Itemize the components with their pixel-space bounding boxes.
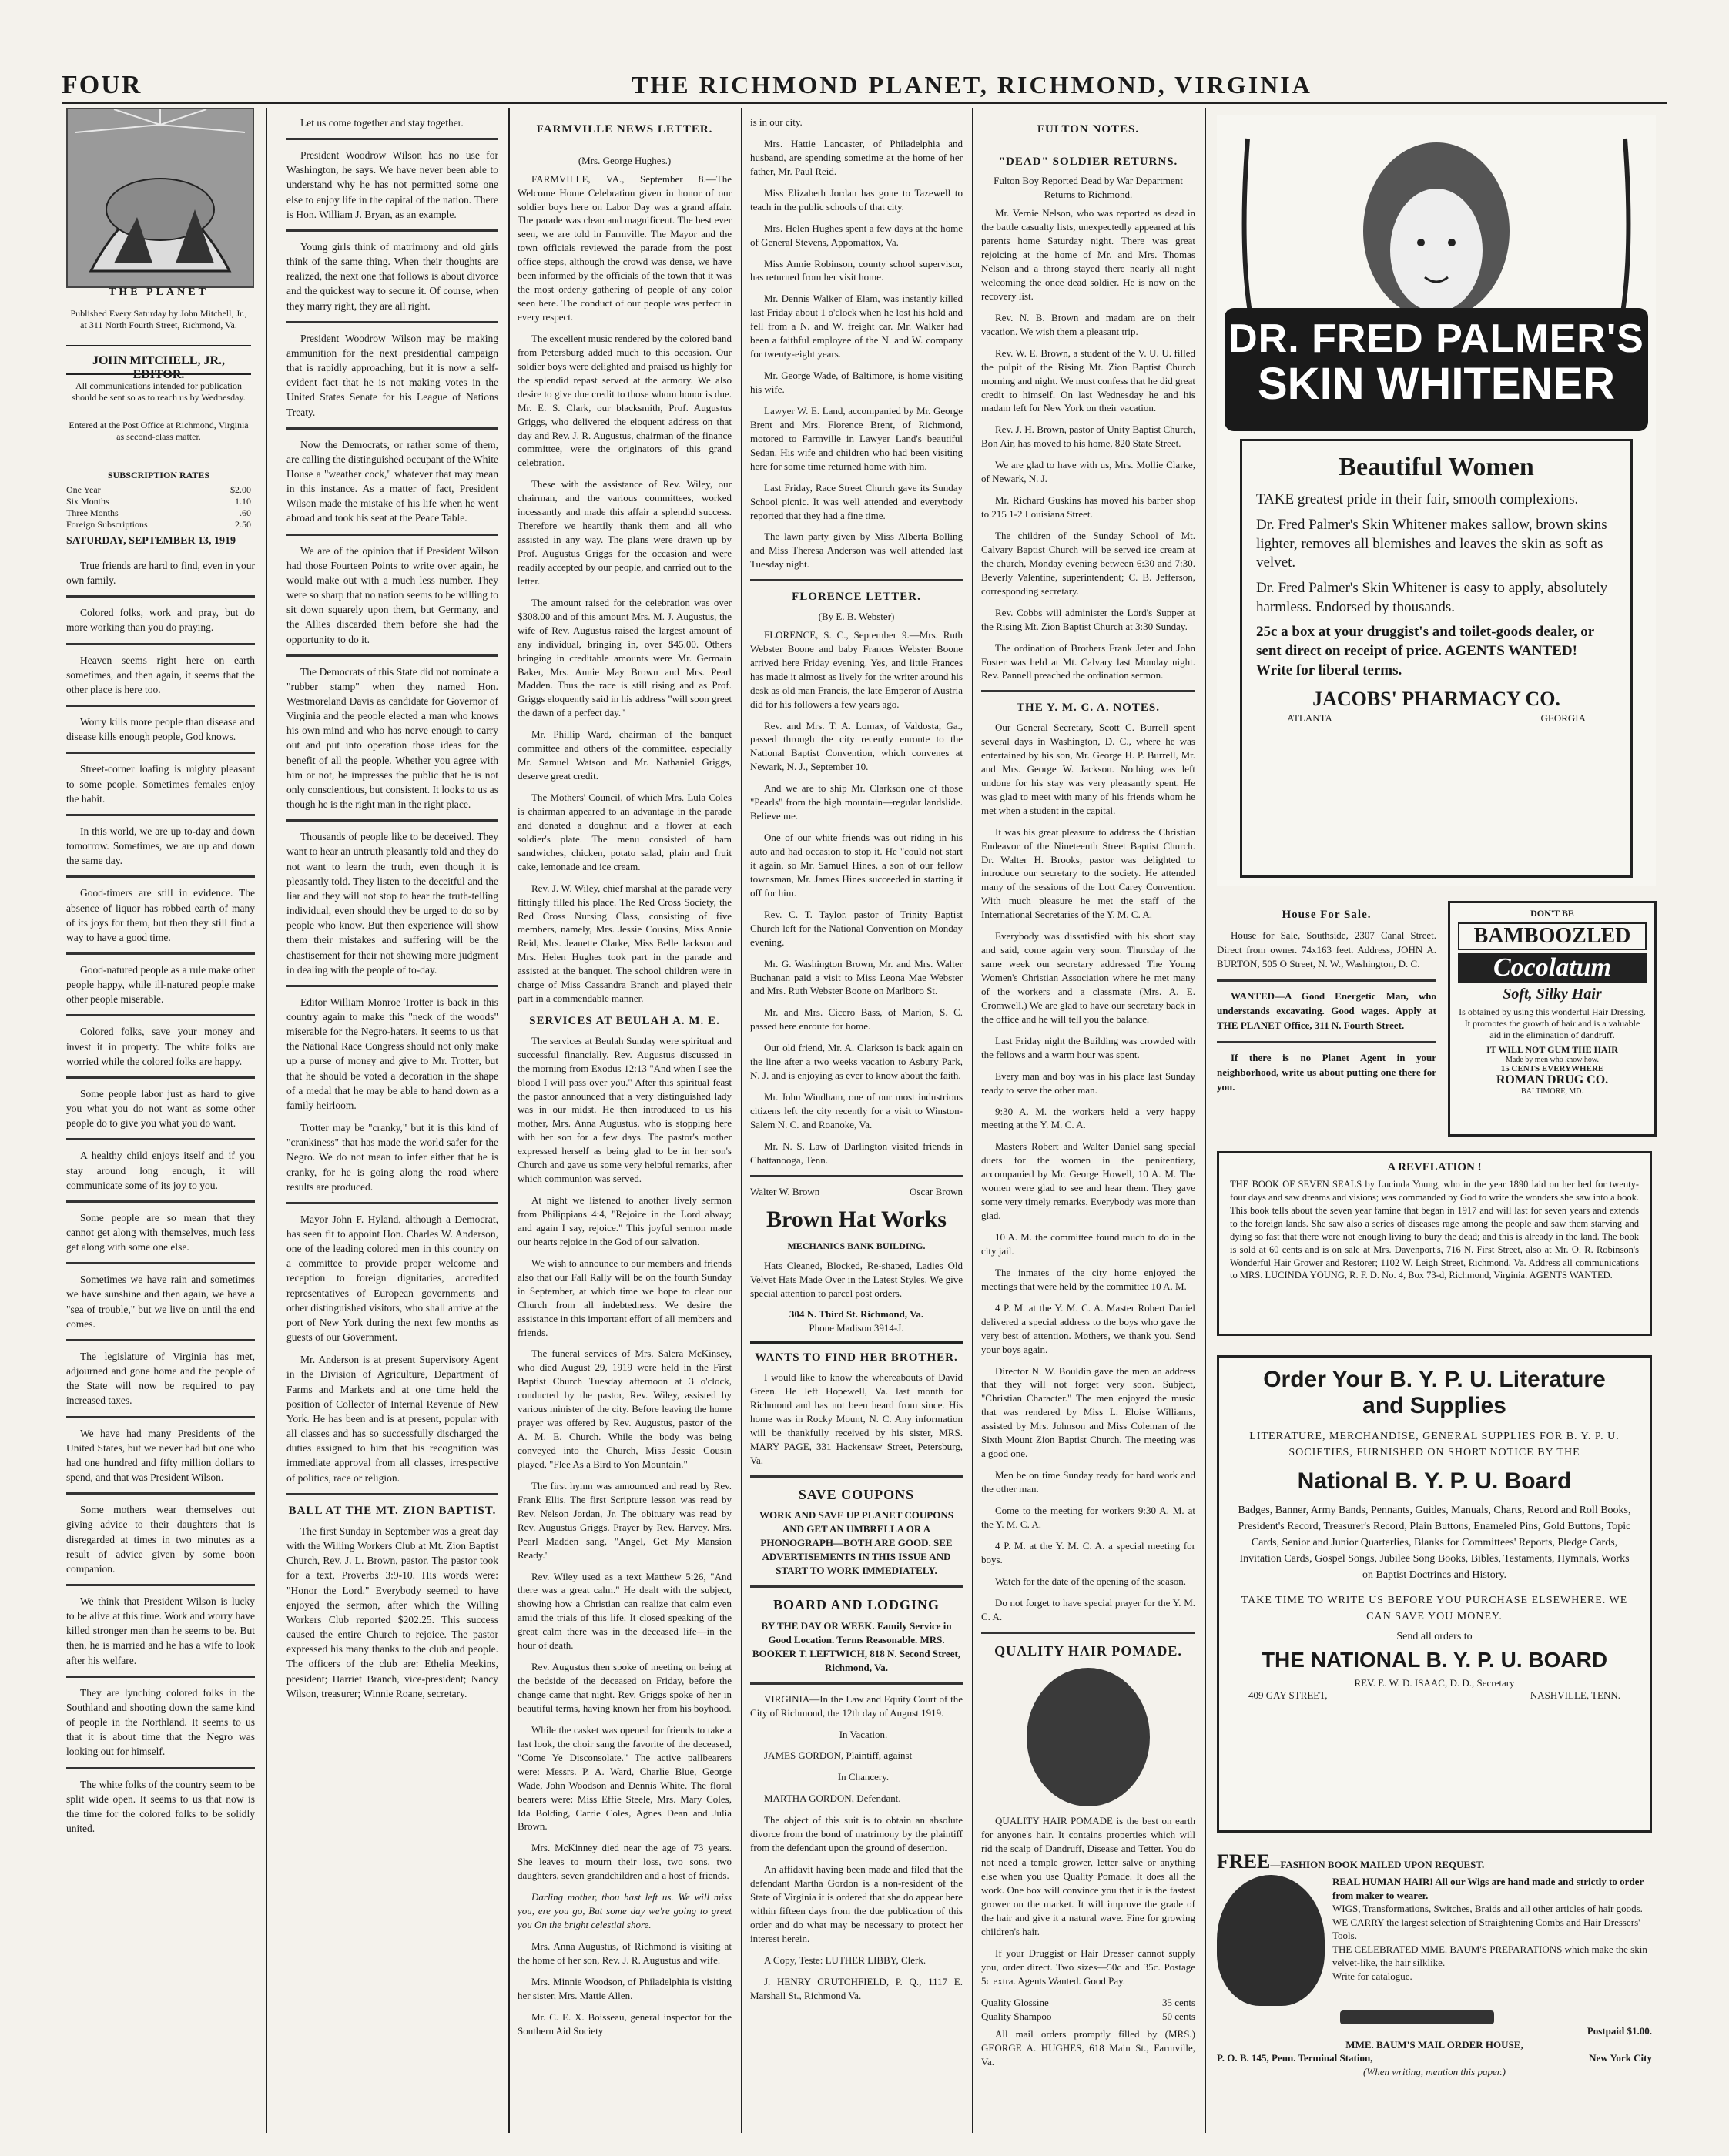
header-rule [62,102,1667,104]
editorial-paragraph: Let us come together and stay together. [300,117,464,129]
article-paragraph: Everybody was dissatisfied with his short stay and said, come again very soon. Thursday of the same week our secretary addressed The Young Women's Christian Association where he met many of the workers and a classmate (Mrs. A. E. Cromwell.) We are glad to have our secretary back in the office and he will tell you the balance. [981,930,1195,1025]
article-paragraph: Rev. Cobbs will administer the Lord's Supper at the Rising Mt. Zion Baptist Church at 3:30 Sunday. [981,606,1195,632]
wanted-ad: WANTED—A Good Energetic Man, who understands excavating. Good wages. Apply at THE PLANET Office, 311 N. Fourth Street. [1217,990,1436,1031]
palmer-skin-whitener-ad [1217,116,1656,886]
owner-name: Oscar Brown [910,1185,963,1197]
separator [66,752,255,754]
article-paragraph: Rev. W. E. Brown, a student of the V. U. U. filled the pulpit of the Rising Mt. Zion Baptist Church morning and night. We must confess that he did great credit to himself. On last Wednesday he and his madam left for New York on their vacation. [981,346,1195,414]
page-number: FOUR [62,71,142,99]
editorial-paragraph: Colored folks, work and pray, but do more working than you do praying. [66,607,255,634]
planet-logo [66,108,254,288]
ad-phone: Phone Madison 3914-J. [809,1322,904,1334]
legal-notice: MARTHA GORDON, Defendant. [764,1793,901,1805]
price-label: Quality Shampoo [981,2010,1052,2022]
rate-label: Three Months [66,507,119,518]
article-paragraph: It was his great pleasure to address the Christian Endeavor of the Nineteenth Street Baptist Church. Dr. Walter H. Brooks, pastor was delighted to introduce our secretary to the society. He attended many of the sessions of the Lott Carey Convention. With much pleasure he met the staff of the International Secretaries of the Y. M. C. A. [981,825,1195,921]
separator [981,1632,1195,1634]
planet-logo-icon [68,109,253,286]
article-subheadline: Fulton Boy Reported Dead by War Department Returns to Richmond. [994,175,1183,201]
editorial-paragraph: They are lynching colored folks in the Southland and shooting down the same kind of people in the Northland. It seems to us that it is about time that the Negro was looking out for himself. [66,1686,255,1758]
article-paragraph: Every man and boy was in his place last Sunday ready to serve the other man. [981,1070,1195,1096]
article-paragraph: Rev. and Mrs. T. A. Lomax, of Valdosta, Ga., passed through the city recently enroute to the National Baptist Convention, which convenes at Newark, N. J., September 10. [750,719,963,773]
baum-paragraph: Write for catalogue. [1332,1970,1412,1982]
publisher-note: Published Every Saturday by John Mitchell, Jr., at 311 North Fourth Street, Richmond, Va. [70,308,247,330]
article-paragraph: 4 P. M. at the Y. M. C. A. a special meeting for boys. [981,1539,1195,1565]
rate-label: Foreign Subscriptions [66,519,148,530]
article-paragraph: The first hymn was announced and read by Rev. Frank Ellis. The first Scripture lesson was read by Rev. Nelson Jordan, Jr. The obituary was read by Rev. Augustus Griggs. Prayer by Rev. Harvey. Mrs. Pearl Madden sang, "Angel, Get My Mansion Ready." [518,1479,732,1561]
article-paragraph: Mrs. Minnie Woodson, of Philadelphia is visiting her sister, Mrs. Mattie Allen. [518,1975,732,2001]
editorial-paragraph: Editor William Monroe Trotter is back in this country again to make this "neck of the woods" miserable for the Negro-haters. It seems to us that the National Race Congress should not only make up a purse of money and give to Mr. Trotter, but that he should be voted a decoration in the shape of a medal that he may be able to hand down as a family heirloom. [286,996,498,1111]
editorial-paragraph: Thousands of people like to be deceived. They want to hear an untruth pleasantly told and they do not want to learn the truth, even though it is pleasantly told. They listen to the deceitful and the liar and they will not stop to hear the truth-telling individual, even should they be urged to do so by people who know. But then experience will show them their mistakes and suffering will be the chastisement for their not showing more judgment in dealing with the people of to-day. [286,831,498,976]
editorial-paragraph: Mr. Anderson is at present Supervisory Agent in the Division of Agriculture, Department of Farms and Markets and at one time held the position of Collector of Internal Revenue of New York. He has been and is at present, popular with all classes and has so successfully discharged the duties assigned to him that his recognition was immediate approval from all classes, irrespective of politics, race or religion. [286,1354,498,1484]
article-paragraph: The first Sunday in September was a great day with the Willing Workers Club at Mt. Zion Baptist Church, Rev. J. L. Brown, pastor. The pastor took for a text, Proverbs 3:9-10. His words were: "Honor the Lord." Everybody seemed to have enjoyed the sermon, after which the Willing Workers Club reported $202.25. This success caused the entire Church to rejoice. The pastor expressed his many thanks to the club and people. The officers of the club are: Ethelia Meekins, president; Harriet Branch, vice-president; Nancy Wilson, treasurer; Winnie Roane, secretary. [286,1525,498,1699]
masthead-rule [66,373,251,375]
baum-mention: (When writing, mention this paper.) [1363,2065,1506,2077]
coupons-headline: SAVE COUPONS [798,1486,915,1502]
article-paragraph: is in our city. [750,116,803,128]
article-headline: BALL AT THE MT. ZION BAPTIST. [288,1504,497,1517]
cocolatum-ad [1448,901,1657,1137]
article-paragraph: Our old friend, Mr. A. Clarkson is back again on the line after a two weeks vacation to Asbury Park, N. J. and is enjoying as ever to know about the faith. [750,1042,963,1082]
rate-price: 1.10 [235,496,251,507]
ad-title: and Supplies [1362,1393,1506,1418]
baum-house: MME. BAUM'S MAIL ORDER HOUSE, [1345,2038,1523,2051]
editorial-paragraph: Some mothers wear themselves out giving advice to their daughters that is disregarded at times in two minutes as a result of advice given by some boon companion. [66,1504,255,1575]
ad-slogan: IT WILL NOT GUM THE HAIR [1486,1044,1618,1055]
baum-header [1217,1848,1652,1875]
issue-date: SATURDAY, SEPTEMBER 13, 1919 [66,535,236,547]
separator [286,534,498,536]
postoffice-note: Entered at the Post Office at Richmond, Virginia as second-class matter. [69,420,249,442]
editorial-paragraph: Some people are so mean that they cannot get along with themselves, much less get along with some one else. [66,1211,255,1254]
ad-body: House for Sale, Southside, 2307 Canal Street. Direct from owner. 74x163 feet. Address, JOHN A. BURTON, 505 O Street, N. W., Washington, D. C. [1217,929,1436,970]
editorial-paragraph: Now the Democrats, or rather some of them, are calling the distinguished occupant of the White House a "weather cock," whatever that may mean in this instance. As a matter of fact, President Wilson made the mistake of his life when he went abroad and took his seat at the Peace Table. [286,438,498,524]
baum-address: P. O. B. 145, Penn. Terminal Station, [1217,2052,1373,2064]
board-headline: BOARD AND LODGING [772,1597,940,1613]
article-paragraph: Mr. Phillip Ward, chairman of the banquet committee and others of the committee, especially Mr. Samuel Watson and Mr. Nathaniel Griggs, deserve great credit. [518,728,732,782]
article-paragraph: The children of the Sunday School of Mt. Calvary Baptist Church will be served ice cream at the church, Monday evening between 6:30 and 7:30. Beverly Valentine, superintendent; C. B. Jefferson, corresponding secretary. [981,530,1195,597]
ad-city: BALTIMORE, MD. [1520,1087,1584,1096]
editorial-column-1 [66,558,255,2133]
ad-subtitle: MECHANICS BANK BUILDING. [787,1240,926,1252]
ad-tagline: Made by men who know how. [1505,1056,1599,1064]
palmer-product: SKIN WHITENER [1258,359,1615,409]
ad-footer: All mail orders promptly filled by (MRS.) GEORGE A. HUGHES, 618 Main St., Farmville, Va. [981,2028,1195,2068]
article-paragraph: 10 A. M. the committee found much to do in the city jail. [981,1231,1195,1257]
ad-body: THE BOOK OF SEVEN SEALS by Lucinda Young, who in the year 1890 laid on her bed for twenty-four days and saw dreams and visions; was commanded by God to write the wonders she saw into a book. This book tells about the seven year famine that began in 1917 and will last for seven years and extends to the foreign lands. She saw also a series of diseases rage among the people and saw them starving and dying so fast that there were not enough living to bury the dead; and this is already in the land. The book is sold at 60 cents and is on sale at Mrs. Davenport's, 716 N. First Street, also at Mr. O. R. Robinson's Wonderful Hair Grower and Restorer; 1102 W. Leigh Street, Richmond, Va. Address all communications to MRS. LUCINDA YOUNG, R. F. D. No. 4, Box 73-d, Richmond, Virginia. AGENTS WANTED. [1230,1179,1639,1281]
communications-note: All communications intended for publication should be sent so as to reach us by Wednesday. [72,380,246,403]
separator [981,690,1195,692]
editor-line: JOHN MITCHELL, JR., [92,354,225,367]
editorial-paragraph: In this world, we are up to-day and down tomorrow. Sometimes, we are up and down the same day. [66,825,255,867]
wig-portrait-image [1217,1875,1325,2006]
separator [286,229,498,232]
woman-portrait-image [1027,1668,1150,1806]
article-paragraph: Director N. W. Bouldin gave the men an address that they will not forget very soon. Subject, "Christian Character." The men enjoyed the music that was rendered by Miss L. Eloise Williams, assisted by Mrs. Johnson and Miss Coleman of the Sixth Mount Zion Baptist Church. The meeting was a good one. [981,1364,1195,1460]
baum-body [1217,1875,1652,2006]
article-paragraph: Mr. G. Washington Brown, Mr. and Mrs. Walter Buchanan paid a visit to Miss Leona Mae Webster and Mrs. Ruth Webster Boone on Marlboro St. [750,957,963,997]
rate-row [66,496,251,507]
baum-paragraph: WIGS, Transformations, Switches, Braids and all other articles of hair goods. [1332,1903,1643,1915]
ad-board-name-2: THE NATIONAL B. Y. P. U. BOARD [1261,1648,1608,1672]
baum-headline: —FASHION BOOK MAILED UPON REQUEST. [1270,1859,1485,1870]
separator [66,1076,255,1079]
baum-postpaid: Postpaid $1.00. [1587,2025,1652,2037]
separator [66,1339,255,1341]
separator [750,579,963,581]
editorial-paragraph: Colored folks, save your money and invest it in property. The white folks are worried while the colored folks are happy. [66,1026,255,1067]
article-paragraph: Rev. Wiley used as a text Matthew 5:26, "And there was a great calm." He dealt with the subject, showing how a Christian can realize that calm even amid the trials of this life. It closed speaking of the great calm there was in the deceased life—in the hour of death. [518,1570,732,1652]
ad-body: If your Druggist or Hair Dresser cannot supply you, order direct. Two sizes—50c and 35c. Postage 5c extra. Agents Wanted. Good Pay. [981,1947,1195,1987]
separator [286,819,498,822]
article-headline: FARMVILLE NEWS LETTER. [536,123,713,136]
editorial-paragraph: Sometimes we have rain and sometimes we have sunshine and then again, we have a "sea of trouble," but we live on until the end comes. [66,1274,255,1330]
article-paragraph: The funeral services of Mrs. Salera McKinsey, who died August 29, 1919 were held in the First Baptist Church Tuesday afternoon at 3 o'clock, conducted by the pastor, Rev. Wiley, assisted by various minister of the city. Before leaving the home prayer was offered by Rev. Augustus, pastor of the A. M. E. Church. While the body was being conveyed into the Church, Miss Jessie Cousin played, "Flee As a Bird to Yon Mountain." [518,1348,732,1470]
news-column-5 [981,116,1195,2133]
editorial-paragraph: A healthy child enjoys itself and if you stay around long enough, it will communicate some of its joy to you. [66,1150,255,1191]
palmer-paragraph: Dr. Fred Palmer's Skin Whitener is easy to apply, absolutely harmless. Endorsed by thousands. [1256,579,1608,615]
subscription-rates [66,470,251,531]
ad-owners [750,1185,963,1199]
legal-notice: J. HENRY CRUTCHFIELD, P. Q., 1117 E. Marshall St., Richmond Va. [750,1975,963,2001]
editorial-paragraph: Trotter may be "cranky," but it is this kind of "crankiness" that has made the world safer for the Negro. We do not mean to infer either that he is cranky, for he is going along the road where results are produced. [286,1122,498,1193]
legal-notice: JAMES GORDON, Plaintiff, against [764,1749,913,1762]
separator [66,1138,255,1140]
palmer-paragraph: Dr. Fred Palmer's Skin Whitener makes sallow, brown skins lighter, removes all blemishes and leaves the skin as soft as velvet. [1256,516,1607,571]
ad-intro: LITERATURE, MERCHANDISE, GENERAL SUPPLIES FOR B. Y. P. U. SOCIETIES, FURNISHED ON SHORT NOTICE BY THE [1249,1431,1620,1458]
article-paragraph: 4 P. M. at the Y. M. C. A. Master Robert Daniel delivered a special address to the boys who gave the very best of attention. Mothers, we thank you. Send your boys again. [981,1301,1195,1355]
legal-notice: In Vacation. [839,1728,888,1740]
baum-address-row [1217,2051,1652,2065]
logo-caption: THE PLANET [109,286,209,298]
separator [286,654,498,657]
article-paragraph: Darling mother, thou hast left us. We will miss you, ere you go, But some day we're going to greet you On the bright celestial shore. [518,1891,732,1931]
price-value: 35 cents [1162,1996,1195,2008]
editorial-paragraph: Good-timers are still in evidence. The absence of liquor has robbed earth of many of its joys for them, but then they still find a way to have a good time. [66,887,255,943]
palmer-cities [1256,712,1617,725]
baum-paragraph: THE CELEBRATED MME. BAUM'S PREPARATIONS which make the skin velvet-like, the hair silklike. [1332,1943,1647,1969]
baum-paragraph: WE CARRY the largest selection of Straightening Combs and Hair Dressers' Tools. [1332,1916,1640,1942]
revelation-ad [1217,1151,1652,1336]
editorial-paragraph: We think that President Wilson is lucky to be alive at this time. Work and worry have killed stronger men than he seems to be. But then, he is married and he has a wife to look after his welfare. [66,1595,255,1666]
editorial-paragraph: The legislature of Virginia has met, adjourned and gone home and the people of the State will now be required to pay increased taxes. [66,1350,255,1407]
ad-title: Order Your B. Y. P. U. Literature [1263,1367,1606,1392]
article-paragraph: Mr. N. S. Law of Darlington visited friends in Chattanooga, Tenn. [750,1140,963,1166]
article-paragraph: One of our white friends was out riding in his auto and had occasion to stop it. He "could not start it again, so Mr. Samuel Hines, a son of our fellow townsman, Mr. James Hines succeeded in starting it off for him. [750,832,963,899]
ad-secretary: REV. E. W. D. ISAAC, D. D., Secretary [1354,1677,1515,1689]
editorial-column-2 [286,116,498,2133]
separator [286,427,498,430]
separator [66,595,255,598]
article-headline: FLORENCE LETTER. [792,591,921,604]
article-paragraph: FARMVILLE, VA., September 8.—The Welcome Home Celebration given in honor of our soldier boys here on Labor Day was a grand affair. The parade was clean and magnificent. The best ever seen, we are told in Farmville. The Mayor and the town officials reviewed the parade from the post office steps, although the crowd was dense, we have been informed by the officials of the town that it was the most orderly gathering of people of any color seen here. The conduct of our people was perfect in every respect. [518,172,732,323]
separator [66,1676,255,1678]
price-row [981,2010,1195,2024]
separator [66,1262,255,1264]
article-paragraph: Rev. C. T. Taylor, pastor of Trinity Baptist Church left for the National Convention on Monday evening. [750,908,963,948]
palmer-company: JACOBS' PHARMACY CO. [1312,688,1560,711]
editorial-paragraph: The white folks of the country seem to be split wide open. It seems to us that now is the time for the colored folks to be solidly united. [66,1778,255,1834]
palmer-paragraph: TAKE greatest pride in their fair, smooth complexions. [1256,491,1579,508]
rates-title: SUBSCRIPTION RATES [107,470,210,480]
separator [66,814,255,816]
article-paragraph: Lawyer W. E. Land, accompanied by Mr. George Brent and Mrs. Florence Brent, of Richmond, motored to Farmville in Lawyer Land's beautiful Sedan. His wife and children who had been visiting here for some time returned home with him. [750,404,963,472]
masthead [0,0,1729,100]
separator [66,1584,255,1586]
separator [286,1493,498,1495]
rate-row [66,519,251,531]
separator [750,1585,963,1588]
baum-paragraph: REAL HUMAN HAIR! All our Wigs are hand made and strictly to order from maker to wearer. [1332,1876,1644,1901]
article-paragraph: We are glad to have with us, Mrs. Mollie Clarke, of Newark, N. J. [981,459,1195,485]
rate-price: .60 [240,507,251,518]
ad-cta: TAKE TIME TO WRITE US BEFORE YOU PURCHASE ELSEWHERE. WE CAN SAVE YOU MONEY. [1241,1595,1628,1622]
ad-address-right: NASHVILLE, TENN. [1530,1689,1620,1701]
paper-title: THE RICHMOND PLANET, RICHMOND, VIRGINIA [632,71,1312,99]
separator [1217,1041,1436,1043]
rate-label: Six Months [66,496,109,507]
rate-price: $2.00 [230,484,251,495]
price-value: 50 cents [1162,2010,1195,2022]
rate-price: 2.50 [235,519,251,530]
article-headline: THE Y. M. C. A. NOTES. [1017,701,1160,715]
article-paragraph: While the casket was opened for friends to take a last look, the choir sang the favorite of the deceased, "Come Ye Disconsolate." The active pallbearers were: Messrs. P. A. Ward, Charlie Blue, George Wade, John Woodson and Dennis White. The floral bearers were: Miss Effie Steele, Mrs. Mary Coles, Ida Bolding, Carrie Coles, Agnes Dean and Julia Brown. [518,1723,732,1833]
article-paragraph: 9:30 A. M. the workers held a very happy meeting at the Y. M. C. A. [981,1105,1195,1131]
article-paragraph: I would like to know the whereabouts of David Green. He left Hopewell, Va. last month for Richmond and has not been heard from since. His home was in Rocky Mount, N. C. Any information will be thankfully received by his sister, MRS. MARY PAGE, 331 Hackensaw Street, Petersburg, Va. [750,1371,963,1466]
ad-body: Is obtained by using this wonderful Hair Dressing. It promotes the growth of hair and is a valuable aid in the elimination of dandruff. [1459,1006,1646,1040]
coupons-text: WORK AND SAVE UP PLANET COUPONS AND GET AN UMBRELLA OR A PHONOGRAPH—BOTH ARE GOOD. SEE ADVERTISEMENTS IN THIS ISSUE AND START TO WORK IMMEDIATELY. [759,1509,953,1577]
palmer-city: GEORGIA [1540,712,1586,725]
ad-address [1233,1689,1636,1702]
quality-pomade-ad [981,1642,1195,2070]
article-paragraph: Mrs. Anna Augustus, of Richmond is visiting at the home of her son, Rev. J. R. Augustus and wife. [518,1940,732,1966]
separator [66,705,255,707]
brown-hat-works-ad [750,1185,963,1344]
editorial-paragraph: True friends are hard to find, even in your own family. [66,560,255,587]
separator [750,1475,963,1478]
palmer-paragraph: 25c a box at your druggist's and toilet-goods dealer, or sent direct on receipt of price. AGENTS WANTED! Write for liberal terms. [1256,624,1594,678]
article-paragraph: We wish to announce to our members and friends also that our Fall Rally will be on the fourth Sunday in September, at which time we hope to clear our Church from all indebtedness. We desire the assistance in this important effort of all members and friends. [518,1257,732,1338]
editorial-paragraph: The Democrats of this State did not nominate a "rubber stamp" when they named Hon. Westmoreland Davis as candidate for Governor of Virginia and the people elected a man who knows his own mind and who has nerve enough to carry out and put into operation those ideas for the benefit of all the people. Whether you agree with him or not, he impresses the public that he is not only conscientious, but consistent. It looks to us as though he is the right man in the right place. [286,665,498,811]
palmer-body [1240,439,1633,878]
editorial-paragraph: President Woodrow Wilson has no use for Washington, he says. We have never been able to understand why he has not permitted some one else to enjoy life in the capital of the nation. There is Hon. William J. Bryan, as an example. [286,149,498,220]
article-paragraph: Mr. George Wade, of Baltimore, is home visiting his wife. [750,370,963,395]
palmer-headline: Beautiful Women [1339,453,1534,481]
article-paragraph: FLORENCE, S. C., September 9.—Mrs. Ruth Webster Boone and baby Frances Webster Boone arrived here Friday evening. Yes, and little Frances has made it almost as lively for the writer around his desk as old man Francis, the late Emperor of Austria did for his followers a few years ago. [750,628,963,710]
editorial-paragraph: Young girls think of matrimony and old girls think of the same thing. When their thoughts are realized, the next one that follows is about divorce and the quickest way to secure it. Of course, when they marry right, they are all right. [286,240,498,312]
ad-title: QUALITY HAIR POMADE. [994,1642,1182,1659]
article-paragraph: Rev. N. B. Brown and madam are on their vacation. We wish them a pleasant trip. [981,311,1195,337]
column-divider [741,108,742,2133]
article-paragraph: The Mothers' Council, of which Mrs. Lula Coles is chairman appeared to an advantage in the parade and donated a doughnut and a flower at each soldier's plate. The menu consisted of ham sandwiches, chicken, potato salad, plain and fruit cake, lemonade and ice cream. [518,792,732,872]
news-column-4 [750,116,963,2133]
rate-row [66,484,251,496]
ad-headline: BAMBOOZLED [1458,922,1647,950]
ad-body: QUALITY HAIR POMADE is the best on earth for anyone's hair. It contains properties which will rid the scalp of Dandruff, Disease and Tetter. You do not need a temple grower, letter salve or anything else when you use Quality Pomade. It does all the work. One box will convince you that it is the fastest grower on the market. It will improve the grade of the hair and give it a natural wave. Fine for growing children's hair. [981,1815,1195,1937]
article-headline: "DEAD" SOLDIER RETURNS. [998,155,1178,168]
ad-title: A REVELATION ! [1387,1161,1482,1173]
article-paragraph: Mrs. Hattie Lancaster, of Philadelphia and husband, are spending sometime at the home of her father, Mr. Paul Reid. [750,137,963,177]
article-paragraph: Rev. Augustus then spoke of meeting on being at the bedside of the deceased on Friday, before the change came that night. Rev. Griggs spoke of her in beautiful terms, having known her from his boyhood. [518,1661,732,1714]
article-paragraph: The excellent music rendered by the colored band from Petersburg added much to this occasion. Our soldier boys were delighted and praised us highly for the splendid repast served at the armory. We also desire to give due credit to those whom honor is due. Mr. E. S. Clark, our blacksmith, Prof. Augustus Griggs, who delivered the eloquent address on that day and Rev. J. R. Augustus, chairman of the finance committee, were the originators of this grand celebration. [518,332,732,469]
separator [286,985,498,987]
legal-notice: An affidavit having been made and filed that the defendant Martha Gordon is a non-resident of the State of Virginia it is ordered that she do appear here within fifteen days from the due publication of this order and do what may be necessary to protect her interest herein. [750,1863,963,1944]
separator [286,138,498,140]
editorial-paragraph: Some people labor just as hard to give you what you do not want as some other people do to give you what you do want. [66,1087,255,1130]
article-paragraph: These with the assistance of Rev. Wiley, our chairman, and the various committees, worked incessantly and made this affair a splendid success. Therefore we heartily thank them and all who assisted in any way. The plans were drawn up by Prof. Augustus Griggs for the occasion and were readily accepted by our people, and carried out to the letter. [518,478,732,587]
palmer-city: ATLANTA [1287,712,1332,725]
ad-subtitle: Soft, Silky Hair [1503,986,1602,1003]
owner-name: Walter W. Brown [750,1185,820,1197]
baum-text [1332,1875,1652,2006]
article-paragraph: Masters Robert and Walter Daniel sang special duets for the women in the penitentiary, accompanied by Mr. George Howell, 10 A. M. The women were glad to see and hear them. They gave some very timely remarks. Everybody was more than glad. [981,1140,1195,1222]
baum-free: FREE [1217,1850,1271,1873]
separator [750,1175,963,1177]
editorial-paragraph: Mayor John F. Hyland, although a Democrat, has seen fit to appoint Hon. Charles W. Anderson, one of the leading colored men in this country on a committee to provide proper welcome and reception to foreign dignitaries, accredited representatives of European governments and other distinguished visitors, who shall arrive at the port of New York during the next few months as guests of our Government. [286,1213,498,1344]
article-paragraph: Mr. Vernie Nelson, who was reported as dead in the battle casualty lists, unexpectedly appeared at his parents home Saturday night. There was great rejoicing at the home of Mr. and Mrs. Thomas Nelson and a throng stayed there nearly all night welcoming the once dead soldier. He is now on the recovery list. [981,207,1195,302]
editorial-paragraph: Good-natured people as a rule make other people happy, while ill-natured people make other people miserable. [66,963,255,1006]
separator [66,1014,255,1016]
article-byline: (By E. B. Webster) [818,610,895,622]
ad-maker: ROMAN DRUG CO. [1496,1073,1609,1086]
article-paragraph: Mrs. McKinney died near the age of 73 years. She leaves to mourn their loss, two sons, two daughters, seven grandchildren and a host of friends. [518,1842,732,1882]
article-paragraph: At night we listened to another lively sermon from Philippians 4:4, "Rejoice in the Lord alway; and again I say, rejoice." This joyful sermon made our hearts rejoice in the God of our salvation. [518,1194,732,1247]
article-paragraph: Mr. Dennis Walker of Elam, was instantly killed last Friday about 1 o'clock when he lost his hold and fell from a N. and W. freight car. Mr. Walker had been a faithful employee of the N. and W. company for twenty-eight years. [750,293,963,360]
separator [66,1492,255,1495]
article-paragraph: The services at Beulah Sunday were spiritual and successful financially. Rev. Augustus discussed in the morning from Exodus 12:13 "And when I see the blood I will pass over you." After this spiritual feast the pastor announced that a very distinguished lady was in our midst. He then introduced to us his mother, Mrs. Anna Augustus, who is stopping here with her son for a few days. The pastor's mother expressed herself as being glad to be in her son's Church and gave us some very helpful remarks, after which communion was served. [518,1034,732,1185]
editorial-paragraph: Street-corner loafing is mighty pleasant to some people. Sometimes females enjoy the habit. [66,763,255,805]
article-paragraph: Mr. John Windham, one of our most industrious citizens left the city recently for a visit to Winston-Salem N. C. and Roanoke, Va. [750,1091,963,1130]
ad-board-name: National B. Y. P. U. Board [1297,1468,1572,1494]
separator [66,1767,255,1769]
legal-notice: A Copy, Teste: LUTHER LIBBY, Clerk. [764,1953,926,1966]
separator [66,952,255,955]
article-paragraph: Men be on time Sunday ready for hard work and the other man. [981,1469,1195,1495]
editorial-paragraph: We have had many Presidents of the United States, but we never had but one who had one hundred and fifty million dollars to spend, and that was President Wilson. [66,1427,255,1484]
article-headline: WANTS TO FIND HER BROTHER. [755,1351,958,1364]
mme-baum-ad [1217,1848,1652,2133]
separator [66,643,255,645]
article-paragraph: Come to the meeting for workers 9:30 A. M. at the Y. M. C. A. [981,1504,1195,1530]
masthead-rule [66,345,251,346]
news-column-3 [518,116,732,2133]
article-paragraph: Mr. Richard Guskins has moved his barber shop to 215 1-2 Louisiana Street. [981,494,1195,521]
bypu-literature-ad [1217,1355,1652,1833]
article-byline: (Mrs. George Hughes.) [578,154,672,166]
article-headline: FULTON NOTES. [1037,123,1140,136]
article-paragraph: Miss Elizabeth Jordan has gone to Tazewell to teach in the public schools of that city. [750,186,963,213]
ad-send: Send all orders to [1396,1631,1473,1642]
article-paragraph: And we are to ship Mr. Clarkson one of those "Pearls" from the high mountain—regular landslide. Believe me. [750,782,963,822]
separator [750,1682,963,1685]
price-label: Quality Glossine [981,1996,1049,2008]
editorial-paragraph: Worry kills more people than disease and disease kills enough people, God knows. [66,716,255,743]
article-paragraph: Watch for the date of the opening of the season. [995,1575,1187,1587]
column-divider [508,108,510,2133]
editorial-paragraph: Heaven seems right here on earth sometimes, and then again, it seems that the other place is here too. [66,654,255,695]
ad-body: Hats Cleaned, Blocked, Re-shaped, Ladies Old Velvet Hats Made Over in the Latest Styles. We give special attention to parcel post orders. [750,1259,963,1299]
ad-title: House For Sale. [1282,909,1372,921]
article-paragraph: Mr. C. E. X. Boisseau, general inspector for the Southern Aid Society [518,2010,732,2037]
ad-price: 15 CENTS EVERYWHERE [1500,1064,1604,1073]
separator [66,1200,255,1203]
editorial-paragraph: We are of the opinion that if President Wilson had those Fourteen Points to write over again, he would make out with a much less number. They were so sharp that no nation seems to be willing to sit down squarely upon them, but Germany, and the Allies discarded them before she had the opportunity to do it. [286,544,498,645]
baum-city: New York City [1589,2052,1652,2064]
ad-eyebrow: DON'T BE [1530,908,1574,919]
rate-label: One Year [66,484,101,495]
board-text: BY THE DAY OR WEEK. Family Service in Good Location. Terms Reasonable. MRS. BOOKER T. LEFTWICH, 818 N. Second Street, Richmond, Va. [752,1619,961,1673]
ad-address: 304 N. Third St. Richmond, Va. [789,1308,924,1321]
article-paragraph: The amount raised for the celebration was over $308.00 and of this amount Mrs. M. J. Augustus, the wife of Rev. Augustus raised the largest amount of any individual, bringing in, over $45.00. Others bringing in creditable amounts were Mr. Germain Baker, Mrs. Annie May Brown and Mrs. Pearl Madden. Thus the race is still rising and as Prof. Griggs eloquently said in his address "will soon greet the dawn of a perfect day." [518,596,732,719]
article-paragraph: Rev. J. W. Wiley, chief marshal at the parade very fittingly filled his place. The Red Cross Society, the Red Cross Nursing Class, consisting of five members, namely, Mrs. Jessie Cousins, Miss Annie Reid, Mrs. Jeanette Clarke, Miss Belle Jackson and Mrs. Helen Hughes took part in the parade and assisted at the banquet. The school children were in charge of Miss Cassandra Branch and played their part in a commendable manner. [518,882,732,1005]
ad-brand: Cocolatum [1458,953,1647,983]
article-paragraph: Last Friday, Race Street Church gave its Sunday School picnic. It was well attended and everybody reported that they had a fine time. [750,481,963,521]
column-divider [266,108,267,2133]
ad-address-left: 409 GAY STREET, [1248,1689,1328,1701]
separator [66,1416,255,1418]
article-paragraph: The ordination of Brothers Frank Jeter and John Foster was held at Mt. Calvary last Monday night. Rev. Pannell preached the ordination sermon. [981,641,1195,681]
legal-notice: VIRGINIA—In the Law and Equity Court of the City of Richmond, the 12th day of August 1919. [750,1692,963,1719]
article-paragraph: Miss Annie Robinson, county school supervisor, has returned from her visit home. [750,257,963,283]
baum-comb-image [1340,2010,1494,2024]
article-paragraph: Do not forget to have special prayer for the Y. M. C. A. [981,1596,1195,1622]
separator [286,1202,498,1204]
editorial-paragraph: President Woodrow Wilson may be making ammunition for the next presidential campaign that is rapidly approaching, but it is now a self-evident fact that he is not making votes in the United States Senate for his League of Nations Treaty. [286,332,498,418]
article-paragraph: Our General Secretary, Scott C. Burrell spent several days in Washington, D. C., where he was entertained by his son, Mr. George H. P. Burrell, Mr. and Mrs. George W. Jackson. Nothing was left undone for his stay was very pleasantly spent. He was glad to meet with many of his friends whom he met when a student in the capital. [981,721,1195,816]
agent-notice: If there is no Planet Agent in your neighborhood, write us about putting one there for you. [1217,1051,1436,1093]
column-divider [972,108,973,2133]
article-paragraph: The lawn party given by Miss Alberta Bolling and Miss Theresa Anderson was well attended last Tuesday night. [750,531,963,571]
palmer-brand: DR. FRED PALMER'S [1228,316,1644,361]
palmer-banner [1225,308,1648,431]
ad-title: Brown Hat Works [766,1206,947,1232]
separator [1217,979,1436,982]
article-paragraph: Mr. and Mrs. Cicero Bass, of Marion, S. C. passed here enroute for home. [750,1006,963,1033]
article-headline: SERVICES AT BEULAH A. M. E. [529,1015,720,1028]
price-row [981,1996,1195,2010]
rate-row [66,507,251,519]
separator [286,321,498,323]
article-paragraph: The inmates of the city home enjoyed the meetings that were held by the committee 10 A. M. [981,1266,1195,1292]
article-paragraph: Last Friday night the Building was crowded with the fellows and a warm hour was spent. [981,1034,1195,1060]
legal-notice: In Chancery. [837,1771,890,1783]
article-paragraph: Mrs. Helen Hughes spent a few days at the home of General Stevens, Appomattox, Va. [750,222,963,248]
article-paragraph: Rev. J. H. Brown, pastor of Unity Baptist Church, Bon Air, has moved to his home, 820 State Street. [981,424,1195,450]
column-divider [1205,108,1206,2133]
separator [66,875,255,878]
ad-list: Badges, Banner, Army Bands, Pennants, Guides, Manuals, Charts, Record and Roll Books, President's Record, Treasurer's Record, Plain Buttons, Enameled Pins, Gold Buttons, Topic Cards, Senior and Junior Quarterlies, Blanks for Committees' Reports, Pledge Cards, Invitation Cards, Gospel Songs, Jubilee Song Books, Bibles, Testaments, Hymnals, Works on Baptist Doctrines and History. [1238,1505,1631,1581]
legal-notice: The object of this suit is to obtain an absolute divorce from the bond of matrimony by the plaintiff from the defendant upon the ground of desertion. [750,1814,963,1854]
